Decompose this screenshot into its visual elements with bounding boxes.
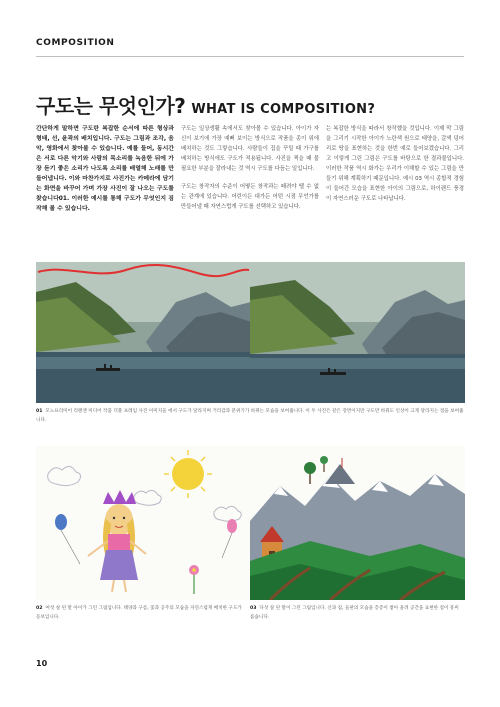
body-paragraph: 는 복잡한 방식을 따라서 창작했을 것입니다. 이제 막 그림을 그리기 시작한 아이가 노란색 원으로 태양을, 갈색 덩어리로 땅을 표현하는 것을 한번 예로 들어보겠습니다. 그리고 이렇게 그린 그림은 구도를 바탕으로 한 결과물입니다. 이러한 작품 역시 화가는 우리가 이해할 수 있는 그림을 만들기 위해 계획하기 때문입니다. 예시 03 역시 종합적 경험이 들어간 모습을 표현한 아이의 그림으로, 하이랜드 풍경이 자연스러운 구도로 나타납니다. [326,126,464,202]
lake-photo [250,262,465,403]
section-divider [36,56,464,57]
body-paragraph: 구도는 창작자의 수준이 어떻든 창작과는 떼려야 뗄 수 없는 관계에 있습니다. 어린이든 대가든 어떤 시점 무언가를 만들어낼 때 자연스럽게 구도를 선택하고 있습니다. [181,184,319,210]
caption-03 [250,604,460,622]
section-label: COMPOSITION [36,38,115,48]
caption-text: 다섯 살 된 딸이 그린 그림입니다. 산과 집, 들판의 모습을 층층이 쌓아 올려 공간을 표현한 점이 흥미롭습니다. [250,606,459,620]
page-title [36,90,375,119]
child-drawing-mountains [250,446,465,600]
title-english: WHAT IS COMPOSITION? [191,102,376,117]
caption-02 [36,604,246,622]
caption-text: 모노프리미어 리랜앤 미디어 작품 더블 프레임 사진 이미지들 에서 구도가 달라지며 거리감과 분위기가 바뀌는 모습을 보여줍니다. 이 두 사진은 같은 장면이지만 구도만 바꿔도 인상이 크게 달라지는 점을 보여줍니다. [36,409,464,423]
caption-number: 03 [250,606,257,611]
caption-01 [36,407,466,425]
page-number: 10 [36,659,48,668]
body-column-2 [181,124,319,220]
intro-paragraph: 간단하게 말하면 구도란 복잡한 순서에 따른 형상과 형태, 선, 윤곽의 배치입니다. 구도는 그림과 조각, 음악, 영화에서 찾아볼 수 있습니다. 예를 들어, 동시간은 서로 다른 악기와 사람의 목소리를 녹음한 뒤에 가장 듣기 좋은 소리가 나도록 소리를 배열해 노래를 만들어냅니다. 이와 마찬가지로 사진가는 카메라에 담기는 화면을 바꾸어 가며 가장 사진이 잘 나오는 구도를 찾습니다01. 이러한 예시를 통해 구도가 무엇인지 짐작해 볼 수 있습니다. [36,126,174,212]
caption-number: 01 [36,409,43,414]
lake-photo-annotated [36,262,251,403]
body-paragraph: 구도는 일상생활 속에서도 찾아볼 수 있습니다. 아이가 자신이 보기에 가장 예뻐 보이는 방식으로 작품을 종이 위에 배치하는 것도 그렇습니다. 사람들이 집을 꾸밀 때 가구를 배치하는 방식에도 구도가 적용됩니다. 사진을 찍을 때 불필요한 부분을 잘라내는 것 역시 구도를 다듬는 일입니다. [181,126,319,172]
title-korean: 구도는 무엇인가? [36,94,186,118]
child-drawing-princess [36,446,251,600]
caption-text: 여섯 살 된 딸 아이가 그린 그림입니다. 태양과 구름, 꽃과 공주의 모습을 자연스럽게 배치한 구도가 돋보입니다. [36,606,242,620]
caption-number: 02 [36,606,43,611]
body-column-3 [326,124,464,212]
